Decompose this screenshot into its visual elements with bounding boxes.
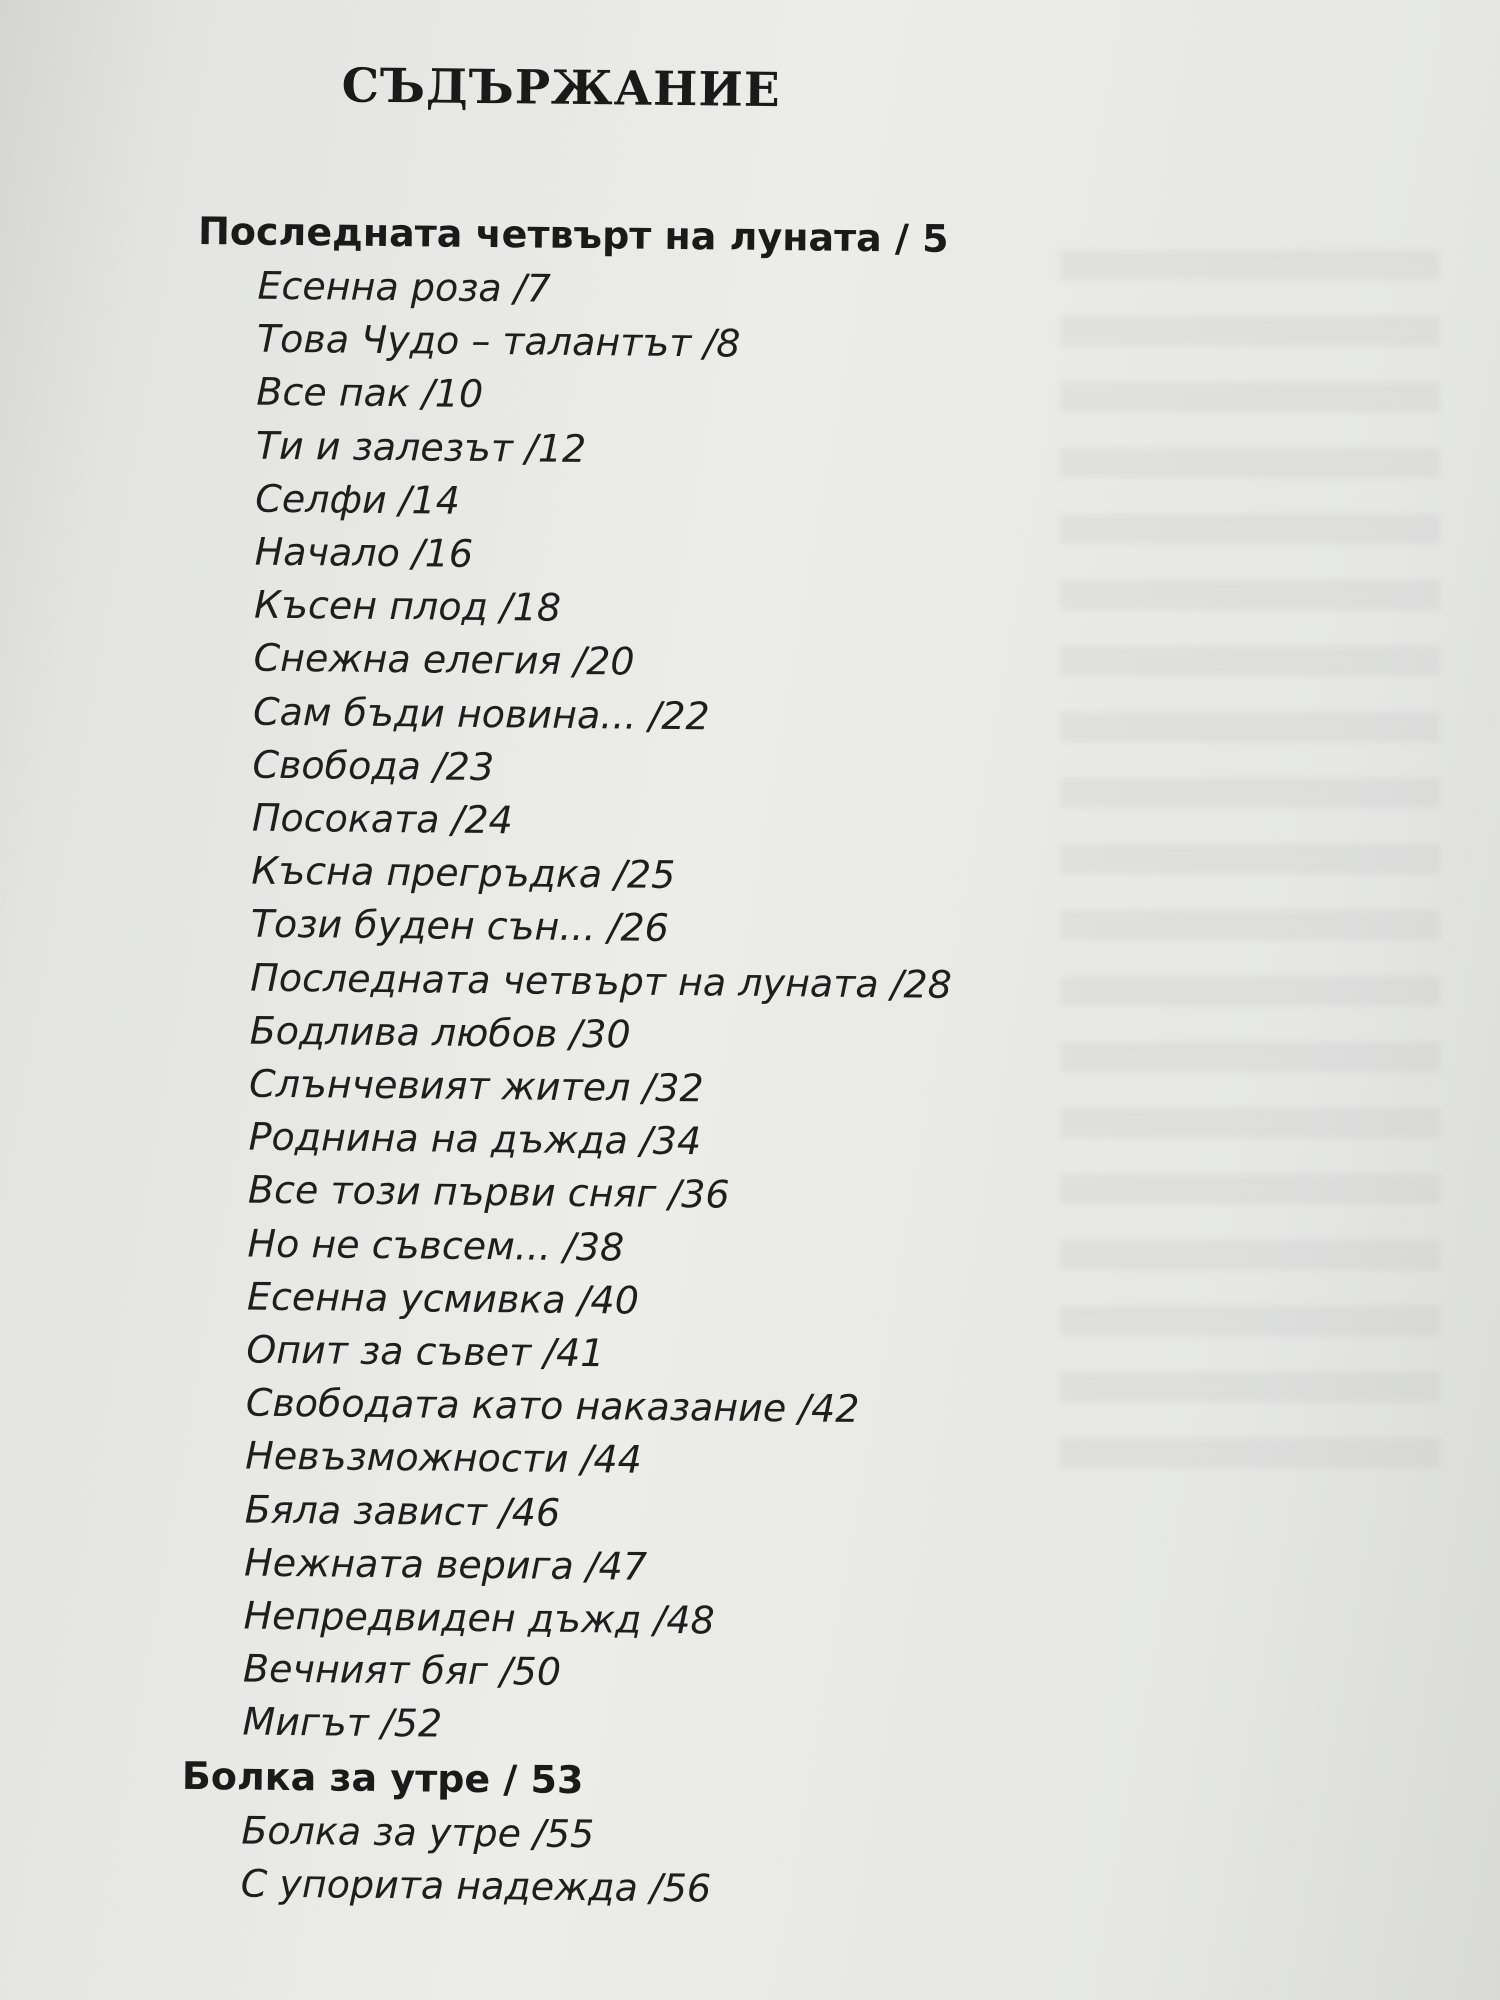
toc-entry: Вечният бяг /50 [242, 1646, 562, 1695]
entry-list [182, 259, 1398, 1761]
toc-entry: Свободата като наказание /42 [245, 1380, 860, 1432]
toc-entry: Последната четвърт на луната /28 [250, 955, 953, 1007]
toc-entry: Бяла завист /46 [244, 1487, 561, 1535]
toc-entry: Снежна елегия /20 [253, 636, 635, 685]
toc-entry: Начало /16 [254, 529, 474, 576]
table-of-contents [181, 50, 1400, 1923]
toc-entry: Есенна усмивка /40 [246, 1274, 640, 1323]
entry-list [181, 1804, 1382, 1923]
toc-entry: Непредвиден дъжд /48 [243, 1593, 715, 1643]
section-heading: Последната четвърт на луната / 5 [197, 208, 949, 261]
toc-entry: Този буден сън... /26 [250, 902, 670, 951]
toc-entry: Опит за съвет /41 [246, 1327, 605, 1376]
toc-entry: Свобода /23 [252, 742, 495, 789]
section-heading: Болка за утре / 53 [181, 1753, 584, 1802]
toc-entry: С упорита надежда /56 [240, 1861, 712, 1911]
toc-entry: Все пак /10 [256, 370, 484, 417]
toc-entry: Селфи /14 [255, 476, 461, 523]
toc-section [182, 204, 1398, 1761]
toc-entry: Късна прегръдка /25 [251, 848, 676, 898]
toc-entry: Мигът /52 [242, 1700, 443, 1747]
toc-section [181, 1749, 1383, 1923]
toc-entry: Болка за утре /55 [241, 1808, 595, 1856]
toc-entry: Но не съвсем... /38 [247, 1221, 625, 1270]
toc-entry: Слънчевият жител /32 [248, 1061, 704, 1111]
toc-entry: Късен плод /18 [253, 582, 562, 631]
toc-entry: Посоката /24 [251, 795, 514, 843]
toc-entry: Това Чудо – талантът /8 [256, 316, 741, 366]
toc-entry: Нежната верига /47 [243, 1540, 648, 1589]
toc-entry: Роднина на дъжда /34 [248, 1114, 702, 1164]
toc-entry: Все този първи сняг /36 [247, 1168, 730, 1218]
page-title: СЪДЪРЖАНИЕ [341, 58, 781, 119]
toc-entry: Ти и залезът /12 [255, 423, 587, 471]
toc-entry: Есенна роза /7 [257, 263, 552, 311]
toc-entry: Бодлива любов /30 [249, 1008, 631, 1057]
toc-entry: Невъзможности /44 [245, 1434, 643, 1483]
toc-entry: Сам бъди новина... /22 [252, 689, 710, 738]
